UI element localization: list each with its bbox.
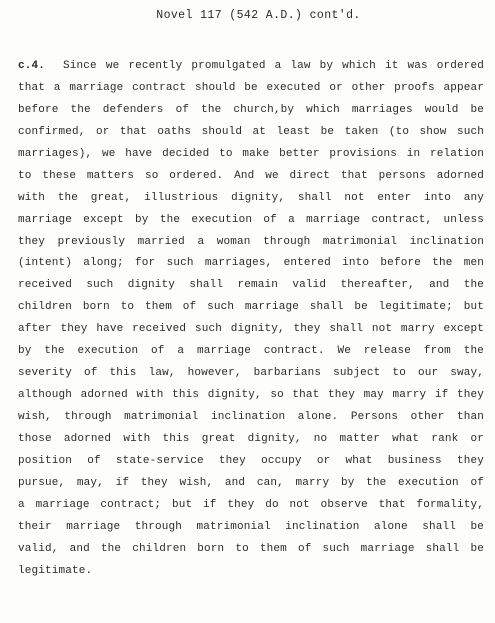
text-line: marriages), we have decided to make better provisions in relation bbox=[18, 147, 484, 160]
text-line bbox=[18, 56, 484, 78]
section-marker: c.4. bbox=[18, 60, 46, 72]
text-line: with the great, illustrious dignity, shall not enter into any bbox=[18, 191, 484, 204]
text-line: wish, through matrimonial inclination alone. Persons other than bbox=[18, 411, 484, 423]
text-line: pursue, may, if they wish, and can, marry by the execution of bbox=[18, 476, 484, 489]
text-line: their marriage through matrimonial inclination alone shall be bbox=[18, 520, 484, 533]
text-line: (intent) along; for such marriages, entered into before the men bbox=[18, 257, 484, 270]
text-line: after they have received such dignity, they shall not marry except bbox=[18, 323, 484, 336]
first-line-text: Since we recently promulgated a law by which it was ordered bbox=[63, 60, 484, 72]
text-line: that a marriage contract should be executed or other proofs appear bbox=[18, 81, 484, 94]
text-line: before the defenders of the church,by which marriages would be bbox=[18, 103, 484, 116]
text-line: valid, and the children born to them of such marriage shall be bbox=[18, 542, 484, 555]
text-line: a marriage contract; but if they do not observe that formality, bbox=[18, 498, 484, 511]
text-line: by the execution of a marriage contract. We release from the bbox=[18, 345, 484, 358]
text-line: children born to them of such marriage shall be legitimate; but bbox=[18, 301, 484, 314]
text-line-last: legitimate. bbox=[18, 564, 93, 577]
text-line: marriage except by the execution of a marriage contract, unless bbox=[18, 213, 484, 226]
page-header: Novel 117 (542 A.D.) cont'd. bbox=[156, 9, 361, 22]
text-line: although adorned with this dignity, so that they may marry if they bbox=[18, 389, 484, 402]
text-line: those adorned with this great dignity, no matter what rank or bbox=[18, 432, 484, 445]
text-line: they previously married a woman through matrimonial inclination bbox=[18, 235, 484, 248]
text-line: to these matters so ordered. And we direct that persons adorned bbox=[18, 169, 484, 182]
text-line: position of state-service they occupy or what business they bbox=[18, 454, 484, 467]
text-line: severity of this law, however, barbarians subject to our sway, bbox=[18, 367, 484, 380]
text-line: confirmed, or that oaths should at least be taken (to show such bbox=[18, 125, 484, 138]
text-line: received such dignity shall remain valid thereafter, and the bbox=[18, 279, 484, 292]
body-text bbox=[18, 56, 484, 583]
